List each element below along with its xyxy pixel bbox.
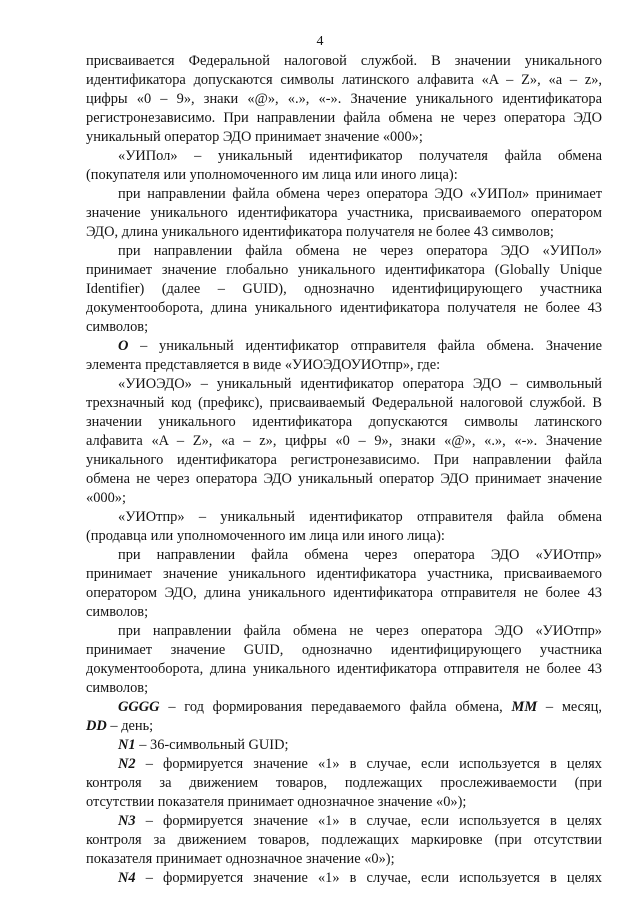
text-line: оператором ЭДО, длина уникального идентификатора отправителя не более 43 (86, 585, 602, 601)
text-line: при направлении файла обмена через оператора ЭДО «УИОтпр» (118, 547, 602, 563)
text-line: уникальный оператор ЭДО принимает значение «000»; (86, 129, 423, 145)
text-line: при направлении файла обмена не через оператора ЭДО «УИОтпр» (118, 623, 602, 639)
term-dd: DD (86, 718, 107, 734)
text-line: «УИОЭДО» – уникальный идентификатор оператора ЭДО – символьный (118, 376, 602, 392)
term-n3: N3 (118, 813, 136, 829)
text-line: присваивается Федеральной налоговой службой. В значении уникального (86, 53, 602, 69)
text-line: контроля за движением товаров, подлежащих прослеживаемости (при (86, 775, 602, 791)
term-n2: N2 (118, 756, 136, 772)
text-line: трехзначный код (префикс), присваиваемый Федеральной налоговой службой. В (86, 395, 602, 411)
text-line: идентификатора допускаются символы латинского алфавита «A – Z», «a – z», (86, 72, 602, 88)
term-mm: MM (511, 699, 538, 715)
text-line: принимает значение уникального идентификатора участника, присваиваемого (86, 566, 602, 582)
text-line: N3 – формируется значение «1» в случае, если используется в целях (118, 813, 602, 829)
text-line: цифры «0 – 9», знаки «@», «.», «-». Значение уникального идентификатора (86, 91, 602, 107)
text-line: значении уникального идентификатора допускаются символы латинского (86, 414, 602, 430)
text-line: GGGG – год формирования передаваемого файла обмена, MM – месяц, (118, 699, 602, 715)
term-n4: N4 (118, 870, 136, 886)
text-line: «УИОтпр» – уникальный идентификатор отправителя файла обмена (118, 509, 602, 525)
text-line: (продавца или уполномоченного им лица или иного лица): (86, 528, 445, 544)
text-line: DD – день; (86, 718, 154, 734)
text-line: «000»; (86, 490, 126, 506)
page-number: 4 (316, 34, 324, 49)
text-line: значение уникального идентификатора участника, присваиваемого оператором (86, 205, 602, 221)
text-line: (покупателя или уполномоченного им лица или иного лица): (86, 167, 458, 183)
text-line: символов; (86, 319, 149, 335)
text-line: уникального идентификатора регистронезависимо. При направлении файла (86, 452, 602, 468)
text-line: O – уникальный идентификатор отправителя файла обмена. Значение (118, 338, 602, 354)
term-o: O (118, 338, 129, 354)
text-line: регистронезависимо. При направлении файла обмена не через оператора ЭДО (86, 110, 602, 126)
text-line: N2 – формируется значение «1» в случае, если используется в целях (118, 756, 602, 772)
text-line: элемента представляется в виде «УИОЭДОУИОтпр», где: (86, 357, 441, 373)
text-line: ЭДО, длина уникального идентификатора получателя не более 43 символов; (86, 224, 554, 240)
text-line: символов; (86, 680, 149, 696)
text-line: контроля за движением товаров, подлежащих маркировке (при отсутствии (86, 832, 602, 848)
text-line: документооборота, длина уникального идентификатора получателя не более 43 (86, 300, 602, 316)
text-line: отсутствии показателя принимает однозначное значение «0»); (86, 794, 467, 810)
text-line: при направлении файла обмена не через оператора ЭДО «УИПол» (118, 243, 602, 259)
text-line: Identifier) (далее – GUID), однозначно идентифицирующего участника (86, 281, 602, 297)
text-line: алфавита «A – Z», «a – z», цифры «0 – 9», знаки «@», «.», «-». Значение (86, 433, 602, 449)
text-line: символов; (86, 604, 149, 620)
text-line: документооборота, длина уникального идентификатора отправителя не более 43 (86, 661, 602, 677)
text-line: принимает значение глобально уникального идентификатора (Globally Unique (86, 262, 602, 278)
text-line: при направлении файла обмена через оператора ЭДО «УИПол» принимает (118, 186, 602, 202)
term-gggg: GGGG (118, 699, 160, 715)
text-line: обмена не через оператора ЭДО уникальный оператор ЭДО принимает значение (86, 471, 602, 487)
term-n1: N1 (118, 737, 136, 753)
text-line: показателя принимает однозначное значение «0»); (86, 851, 395, 867)
text-line: «УИПол» – уникальный идентификатор получателя файла обмена (118, 148, 602, 164)
text-line: N4 – формируется значение «1» в случае, если используется в целях (118, 870, 602, 886)
text-line: принимает значение GUID, однозначно идентифицирующего участника (86, 642, 602, 658)
text-line: N1 – 36-символьный GUID; (118, 737, 289, 753)
